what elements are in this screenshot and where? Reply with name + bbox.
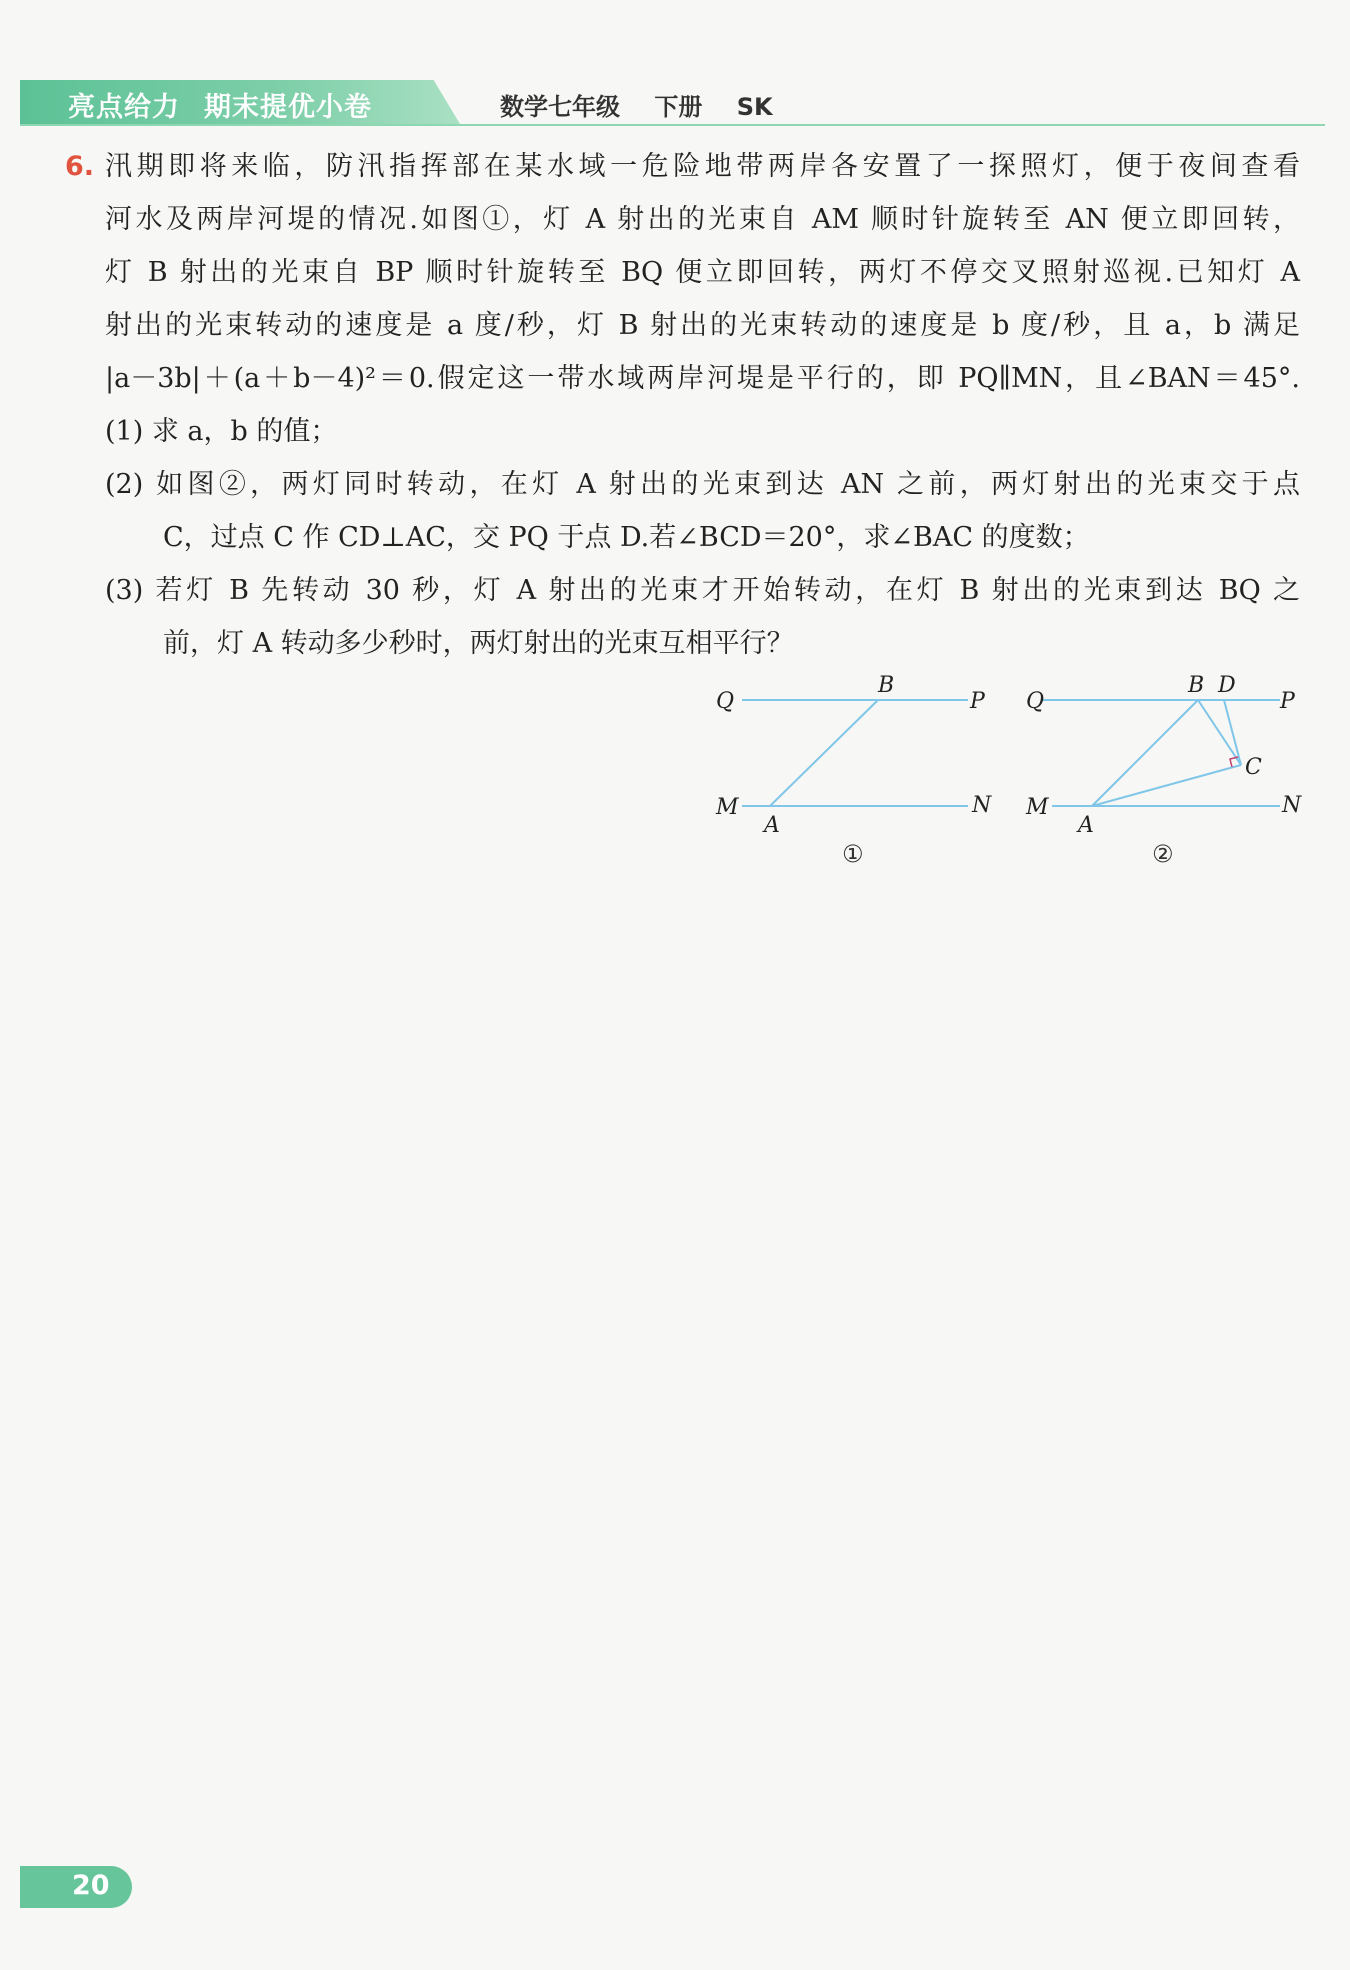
series-title-part2: 期末提优小卷 [204, 92, 372, 123]
series-title-part1: 亮点给力 [68, 92, 180, 123]
header-divider [20, 124, 1325, 126]
label-m: M [1026, 795, 1049, 820]
label-n: N [972, 793, 992, 818]
book-info [500, 87, 799, 122]
sub-question-2: (2) 如图②，两灯同时转动，在灯 A 射出的光束到达 AN 之前，两灯射出的光束交于点 [105, 469, 1300, 500]
line-ab [770, 700, 878, 806]
label-b: B [878, 673, 895, 698]
label-q: Q [1026, 689, 1045, 714]
problem-text-line: 河水及两岸河堤的情况.如图①，灯 A 射出的光束自 AM 顺时针旋转至 AN 便立即回转， [105, 204, 1300, 235]
sub-question-2-cont: C，过点 C 作 CD⊥AC，交 PQ 于点 D.若∠BCD＝20°，求∠BAC 的度数； [163, 522, 1090, 553]
series-title [68, 85, 372, 124]
line-ac [1092, 765, 1241, 806]
sub-question-1: (1) 求 a，b 的值； [105, 416, 338, 447]
line-dc [1224, 700, 1241, 765]
problem-text-line: |a－3b|＋(a＋b－4)²＝0.假定这一带水域两岸河堤是平行的，即 PQ∥MN，且∠BAN＝45°. [105, 363, 1300, 394]
problem-number: 6. [65, 151, 95, 182]
figure-1 [715, 673, 992, 868]
page-number: 20 [72, 1870, 110, 1901]
problem-text-line: 灯 B 射出的光束自 BP 顺时针旋转至 BQ 便立即回转，两灯不停交叉照射巡视.已知灯 A [105, 257, 1300, 288]
label-p: P [970, 689, 985, 714]
label-d: D [1218, 673, 1236, 698]
figure-2-caption: ② [1152, 840, 1174, 868]
problem-text-line: 汛期即将来临，防汛指挥部在某水域一危险地带两岸各安置了一探照灯，便于夜间查看 [105, 151, 1300, 182]
label-q: Q [716, 689, 735, 714]
problem-text-line: 射出的光束转动的速度是 a 度/秒，灯 B 射出的光束转动的速度是 b 度/秒，且 a，b 满足 [105, 310, 1300, 341]
label-c: C [1245, 755, 1262, 780]
label-m: M [716, 795, 739, 820]
figure-1-caption: ① [842, 840, 864, 868]
sub-question-3: (3) 若灯 B 先转动 30 秒，灯 A 射出的光束才开始转动，在灯 B 射出的光束到达 BQ 之 [105, 575, 1300, 606]
line-ab [1092, 700, 1198, 806]
volume: 下册 [654, 93, 703, 121]
label-a: A [1078, 813, 1094, 838]
geometry-figures [700, 670, 1320, 870]
figure-2 [1025, 673, 1302, 868]
line-bc [1198, 700, 1241, 765]
problem-6 [65, 140, 1305, 670]
label-p: P [1280, 689, 1295, 714]
label-b: B [1188, 673, 1205, 698]
label-a: A [764, 813, 780, 838]
label-n: N [1282, 793, 1302, 818]
subject-grade: 数学七年级 [500, 93, 620, 121]
sub-question-3-cont: 前，灯 A 转动多少秒时，两灯射出的光束互相平行？ [163, 628, 794, 659]
edition: SK [736, 93, 773, 121]
